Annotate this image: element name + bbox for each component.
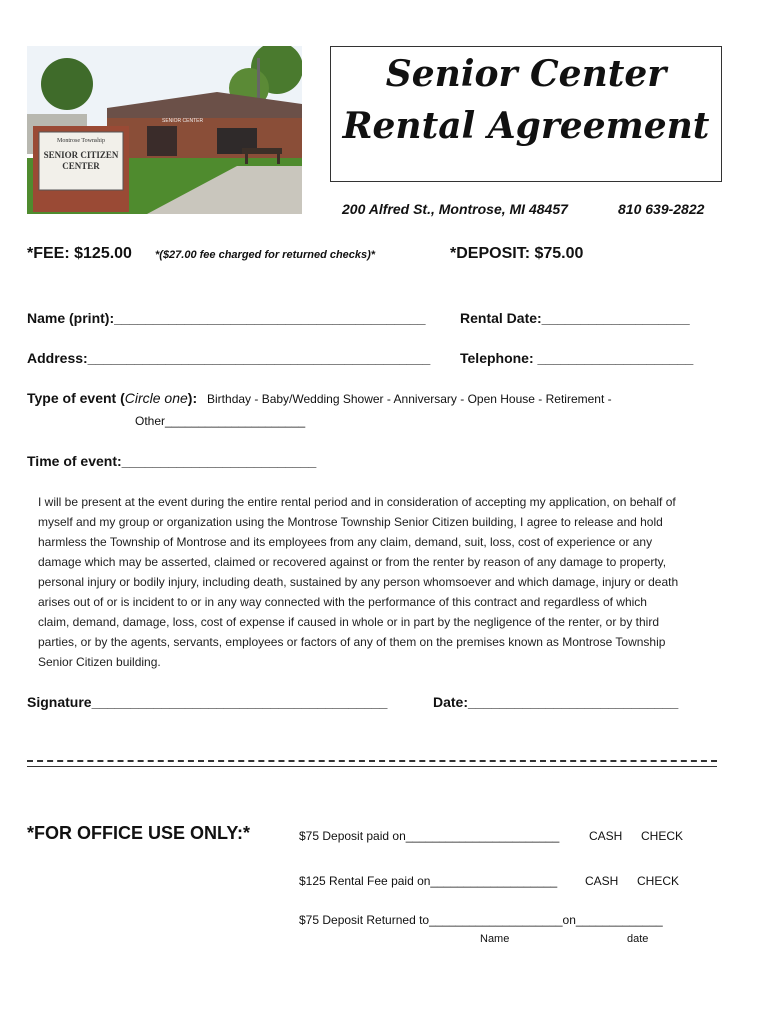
name-field[interactable]: Name (print):________________________________________ [27,310,426,326]
waiver-line: myself and my group or organization using the Montrose Township Senior Citizen building, I agree to release and hold [38,515,663,529]
deposit-returned-field[interactable]: $75 Deposit Returned to____________________on_____________ [299,913,663,927]
signature-field[interactable]: Signature______________________________________ [27,694,388,710]
event-type-circle-instruction: Circle one [124,390,188,406]
office-use-heading: *FOR OFFICE USE ONLY:* [27,823,251,843]
date-caption: date [627,933,649,945]
event-type-label-end: ): [187,390,198,406]
photo-sign-text-2: SENIOR CITIZEN [43,150,119,160]
address-field[interactable]: Address:____________________________________________ [27,350,431,366]
event-type-options[interactable]: Birthday - Baby/Wedding Shower - Anniversary - Open House - Retirement - [207,392,612,406]
telephone-field[interactable]: Telephone: ____________________ [460,350,694,366]
photo-sign-text-3: CENTER [62,161,100,171]
deposit-paid-cash-option[interactable]: CASH [589,829,623,843]
waiver-line: parties, or by the agents, servants, employees or factors of any of them on the premises known as Montrose Township [38,635,666,649]
waiver-line: I will be present at the event during the entire rental period and in consideration of accepting my application, on behalf of [38,495,676,509]
deposit-paid-check-option[interactable]: CHECK [641,829,684,843]
title-line-2: Rental Agreement [342,105,710,147]
center-phone: 810 639-2822 [618,201,705,217]
center-address: 200 Alfred St., Montrose, MI 48457 [342,201,568,217]
rental-fee-cash-option[interactable]: CASH [585,874,619,888]
rental-date-field[interactable]: Rental Date:___________________ [460,310,690,326]
event-type-row [27,390,612,406]
fee-amount: *FEE: $125.00 [27,245,132,262]
title-box [330,46,722,182]
building-photo-illustration [27,46,302,214]
waiver-line: claim, demand, damage, loss, cost of expense if caused in whole or in part by the negligence of the renter, or by third [38,615,660,629]
title-line-1: Senior Center [385,53,667,95]
divider-underline [27,766,717,767]
rental-fee-paid-field[interactable]: $125 Rental Fee paid on___________________ [299,874,558,888]
returned-check-fee-note: *($27.00 fee charged for returned checks)* [155,249,376,261]
name-caption: Name [480,933,510,945]
senior-center-photo [27,46,302,214]
waiver-line: damage which may be asserted, claimed or recovered against or from the renter by reason of any damage to property, [38,555,667,569]
deposit-amount: *DEPOSIT: $75.00 [450,245,584,262]
waiver-line: arises out of or is incident to or in any way connected with the performance of this contract and regardless of which [38,595,647,609]
waiver-line: personal injury or bodily injury, including death, sustained by any person whomsoever and which damage, injury or death [38,575,679,589]
photo-sign-text-1: Montrose Township [57,138,105,144]
photo-building-sign: SENIOR CENTER [162,118,204,124]
time-of-event-field[interactable]: Time of event:_________________________ [27,453,317,469]
release-waiver-paragraph [38,492,738,672]
event-type-other-field[interactable]: Other_____________________ [135,414,306,428]
signature-date-field[interactable]: Date:___________________________ [433,694,679,710]
event-type-label: Type of event ( [27,390,125,406]
waiver-line: Senior Citizen building. [38,655,161,669]
deposit-paid-field[interactable]: $75 Deposit paid on_______________________ [299,829,560,843]
rental-fee-check-option[interactable]: CHECK [637,874,680,888]
cut-line-divider [27,760,717,762]
waiver-line: harmless the Township of Montrose and its employees from any claim, demand, suit, loss, cost of experience or any [38,535,653,549]
